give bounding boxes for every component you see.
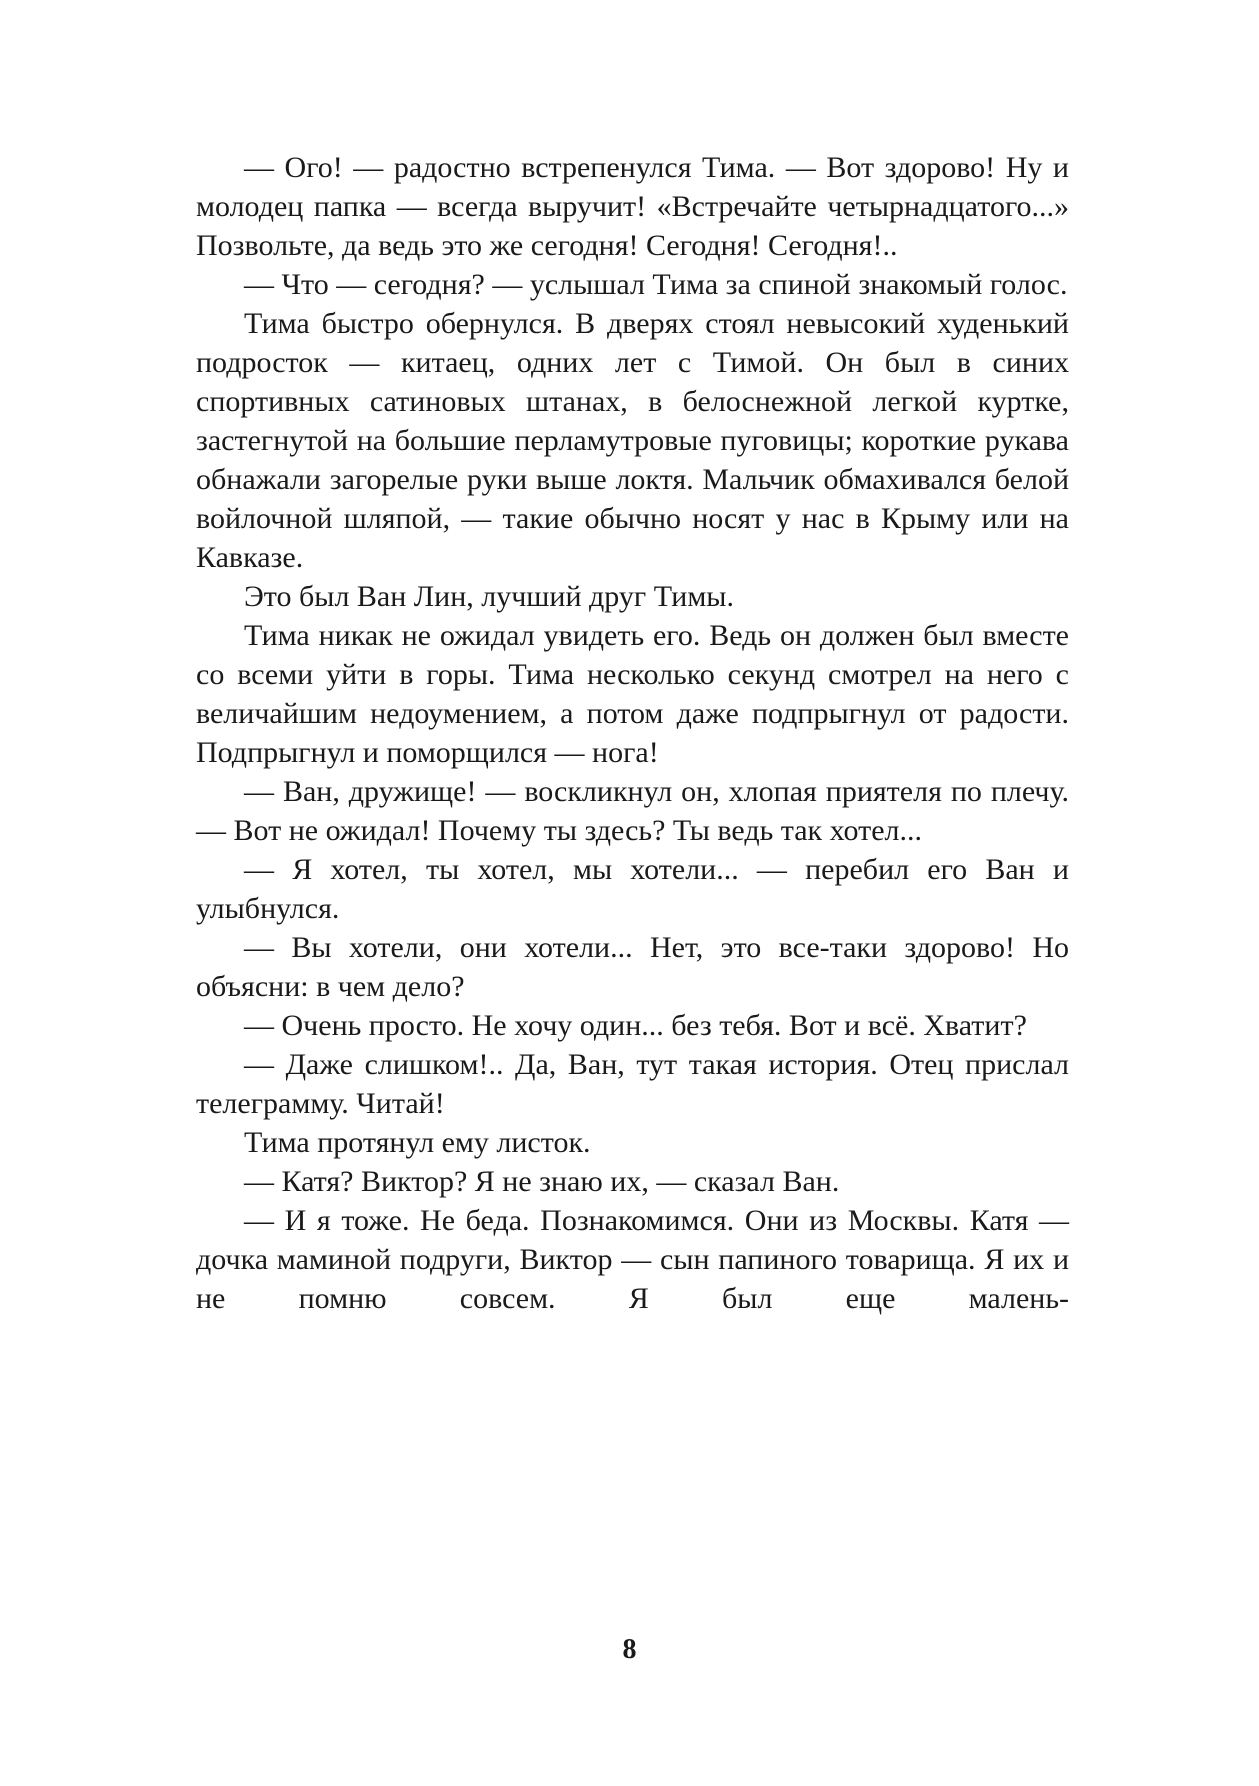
- paragraph: Это был Ван Лин, лучший друг Тимы.: [244, 580, 734, 613]
- paragraph: — И я тоже. Не беда. Познакомимся. Они из Москвы. Катя — дочка маминой подруги, Виктор — сын папиного товарища. Я их и не помню совсем. Я был еще малень-: [196, 1204, 1069, 1315]
- page-number: 8: [622, 1634, 637, 1665]
- paragraph: Тима протянул ему листок.: [244, 1126, 591, 1159]
- paragraph: — Очень просто. Не хочу один... без тебя. Вот и всё. Хватит?: [244, 1009, 1027, 1042]
- paragraph: — Вы хотели, они хотели... Нет, это все-таки здорово! Но объясни: в чем дело?: [196, 931, 1069, 1003]
- paragraph: — Я хотел, ты хотел, мы хотели... — перебил его Ван и улыбнулся.: [196, 853, 1069, 925]
- paragraph: — Даже слишком!.. Да, Ван, тут такая история. Отец прислал телеграмму. Читай!: [196, 1048, 1069, 1120]
- paragraph: — Ого! — радостно встрепенулся Тима. — Вот здорово! Ну и молодец папка — всегда выручит! «Встречайте четырнадцатого...» Позвольте, да ведь это же сегодня! Сегодня! Сегодня!..: [196, 151, 1069, 262]
- paragraph: — Катя? Виктор? Я не знаю их, — сказал Ван.: [244, 1165, 840, 1198]
- paragraph: Тима быстро обернулся. В дверях стоял невысокий худенький подросток — китаец, одних лет с Тимой. Он был в синих спортивных сатиновых штанах, в белоснежной легкой куртке, застегнутой на большие перламутровые пуговицы; короткие рукава обнажали загорелые руки выше локтя. Мальчик обмахивался белой войлочной шляпой, — такие обычно носят у нас в Крыму или на Кавказе.: [196, 307, 1069, 574]
- body-text: [196, 148, 1069, 1318]
- paragraph: — Ван, дружище! — воскликнул он, хлопая приятеля по плечу. — Вот не ожидал! Почему ты здесь? Ты ведь так хотел...: [196, 775, 1069, 847]
- paragraph: — Что — сегодня? — услышал Тима за спиной знакомый голос.: [244, 268, 1068, 301]
- paragraph: Тима никак не ожидал увидеть его. Ведь он должен был вместе со всеми уйти в горы. Тима несколько секунд смотрел на него с величайшим недоумением, а потом даже подпрыгнул от радости. Подпрыгнул и поморщился — нога!: [196, 619, 1069, 769]
